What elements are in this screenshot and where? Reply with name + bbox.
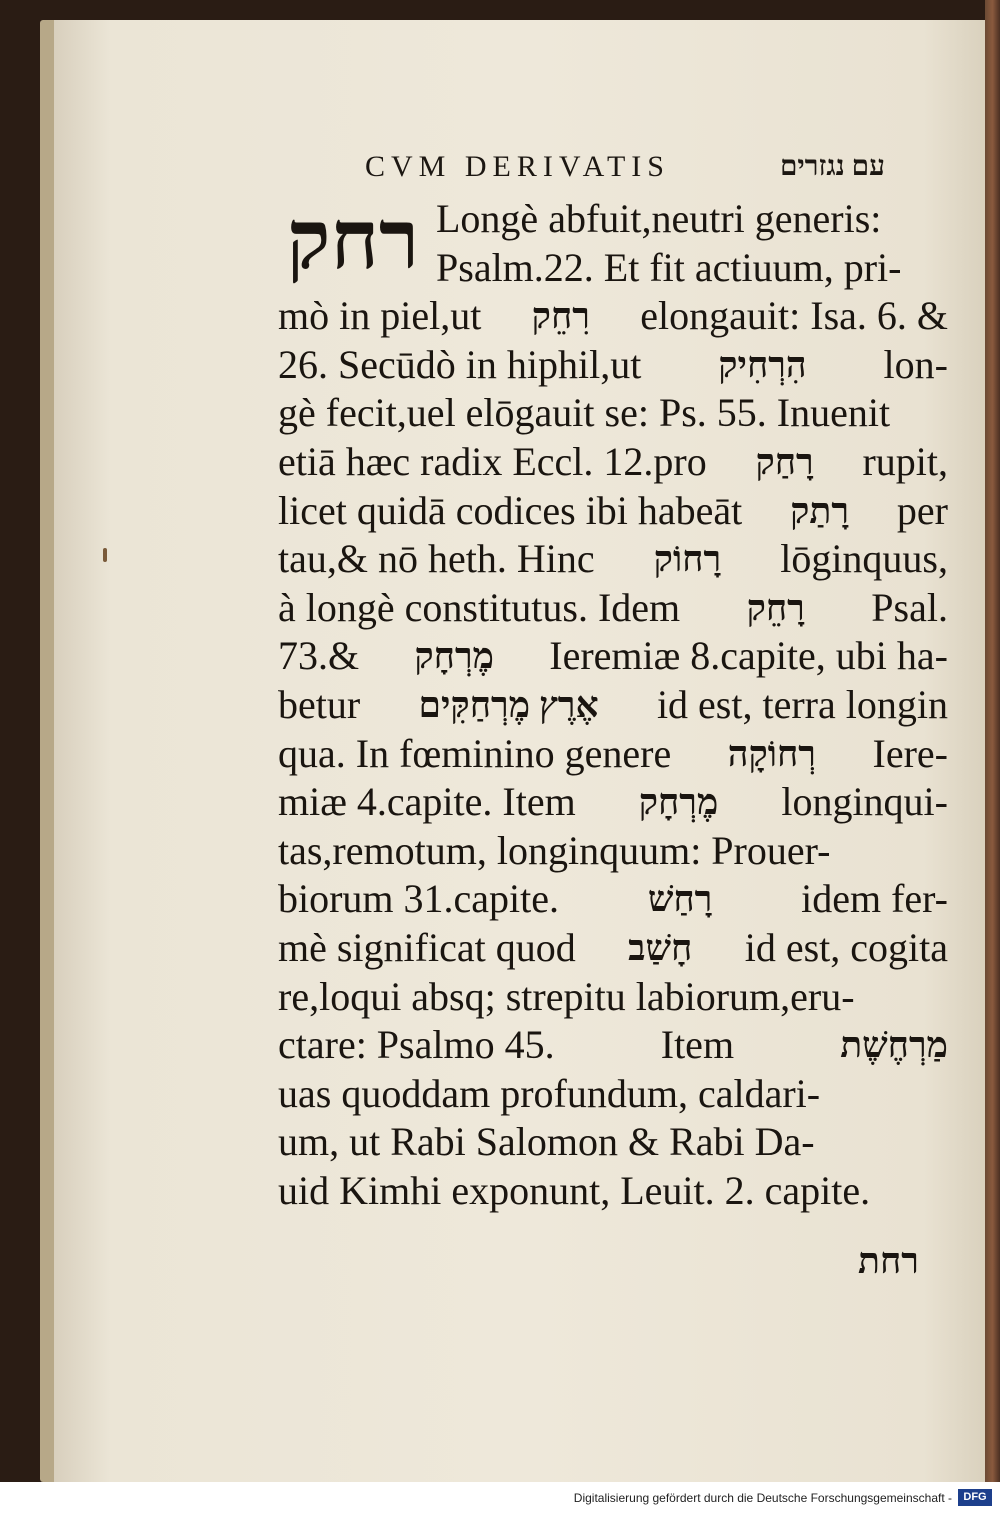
hebrew-word: מֶרְחָק (638, 782, 719, 823)
hebrew-word: מֶרְחָק (414, 636, 494, 677)
text-line (278, 487, 948, 536)
latin-text: Iere- (872, 730, 948, 776)
latin-text: 73.& (278, 633, 360, 679)
latin-text: ctare: Psalmo 45. (278, 1022, 555, 1068)
dfg-logo: DFG (958, 1489, 992, 1506)
hebrew-word: חָשַׁב (628, 927, 693, 968)
text-line (278, 875, 948, 924)
latin-text: Psal. (871, 584, 948, 630)
text-line (278, 535, 948, 584)
latin-text: lon- (883, 341, 948, 387)
hebrew-word: רְחוֹקָה (727, 733, 816, 774)
text-line (278, 438, 948, 487)
hebrew-word: מַרְחֶשֶׁת (840, 1025, 948, 1066)
latin-text: qua. In fœminino genere (278, 730, 672, 776)
text-line (278, 1167, 948, 1216)
text-line (278, 341, 948, 390)
book-spine-edge (985, 0, 1000, 1482)
hebrew-word: רָחוֹק (653, 539, 722, 580)
text-line (278, 827, 948, 876)
entry-head-word: רחק (286, 195, 420, 286)
latin-text: etiā hæc radix Eccl. 12.pro (278, 438, 707, 484)
latin-text: tas,remotum, longinquum: Prouer- (278, 827, 831, 873)
latin-text: uid Kimhi exponunt, Leuit. 2. capite. (278, 1167, 871, 1213)
entry-lines (278, 195, 948, 1215)
running-head-hebrew: עם נגזרים (779, 151, 885, 182)
latin-text: longinqui- (781, 779, 948, 825)
hebrew-word: רָחַק (755, 441, 814, 482)
text-line (278, 681, 948, 730)
latin-text: Psalm.22. Et fit actiuum, pri- (436, 244, 902, 290)
text-line (278, 1118, 948, 1167)
latin-text: rupit, (862, 438, 948, 484)
latin-text: um, ut Rabi Salomon & Rabi Da- (278, 1119, 815, 1165)
text-line (278, 584, 948, 633)
text-line (278, 1021, 948, 1070)
latin-text: per (896, 487, 948, 533)
latin-text: mò in piel,ut (278, 293, 482, 339)
text-line (278, 292, 948, 341)
text-line (278, 924, 948, 973)
latin-text: à longè constitutus. Idem (278, 584, 681, 630)
text-line (278, 973, 948, 1022)
digitization-footer (0, 1482, 1000, 1514)
latin-text: biorum 31.capite. (278, 876, 560, 922)
hebrew-word: אֶרֶץ מֶרְחַקִּים (418, 684, 599, 725)
dictionary-entry (278, 195, 948, 1215)
latin-text: id est, terra longin (656, 681, 948, 727)
latin-text: elongauit: Isa. 6. & (640, 293, 948, 339)
latin-text: uas quoddam profundum, caldari- (278, 1070, 821, 1116)
latin-text: mè significat quod (278, 924, 576, 970)
latin-text: betur (278, 681, 361, 727)
latin-text: Ieremiæ 8.capite, ubi ha- (549, 633, 948, 679)
latin-text: id est, cogita (744, 924, 948, 970)
text-line (278, 730, 948, 779)
running-head-latin: CVM DERIVATIS (365, 150, 670, 183)
text-line (278, 1070, 948, 1119)
hebrew-word: רָתַק (790, 490, 850, 531)
hebrew-word: רִחֵק (531, 296, 590, 337)
latin-text: re,loqui absq; strepitu labiorum,eru- (278, 973, 855, 1019)
hebrew-word: הִרְחִיק (718, 344, 807, 385)
latin-text: gè fecit,uel elōgauit se: Ps. 55. Inuenit (278, 390, 891, 436)
latin-text: 26. Secūdò in hiphil,ut (278, 341, 642, 387)
text-line (278, 389, 948, 438)
latin-text: Item (660, 1022, 735, 1068)
latin-text: Longè abfuit,neutri generis: (436, 196, 882, 241)
text-line (278, 778, 948, 827)
latin-text: idem fer- (801, 876, 948, 922)
latin-text: tau,& nō heth. Hinc (278, 536, 595, 582)
hebrew-word: רָחֵק (746, 587, 805, 628)
catchword: רחת (858, 1241, 919, 1281)
latin-text: miæ 4.capite. Item (278, 779, 576, 825)
ink-mark (103, 548, 107, 562)
latin-text: lōginquus, (780, 536, 948, 582)
running-head (365, 150, 885, 184)
hebrew-word: רָחַשׁ (647, 879, 713, 920)
latin-text: licet quidā codices ibi habeāt (278, 487, 743, 533)
text-line (278, 632, 948, 681)
footer-credit: Digitalisierung gefördert durch die Deutsche Forschungsgemeinschaft - (573, 1491, 952, 1505)
